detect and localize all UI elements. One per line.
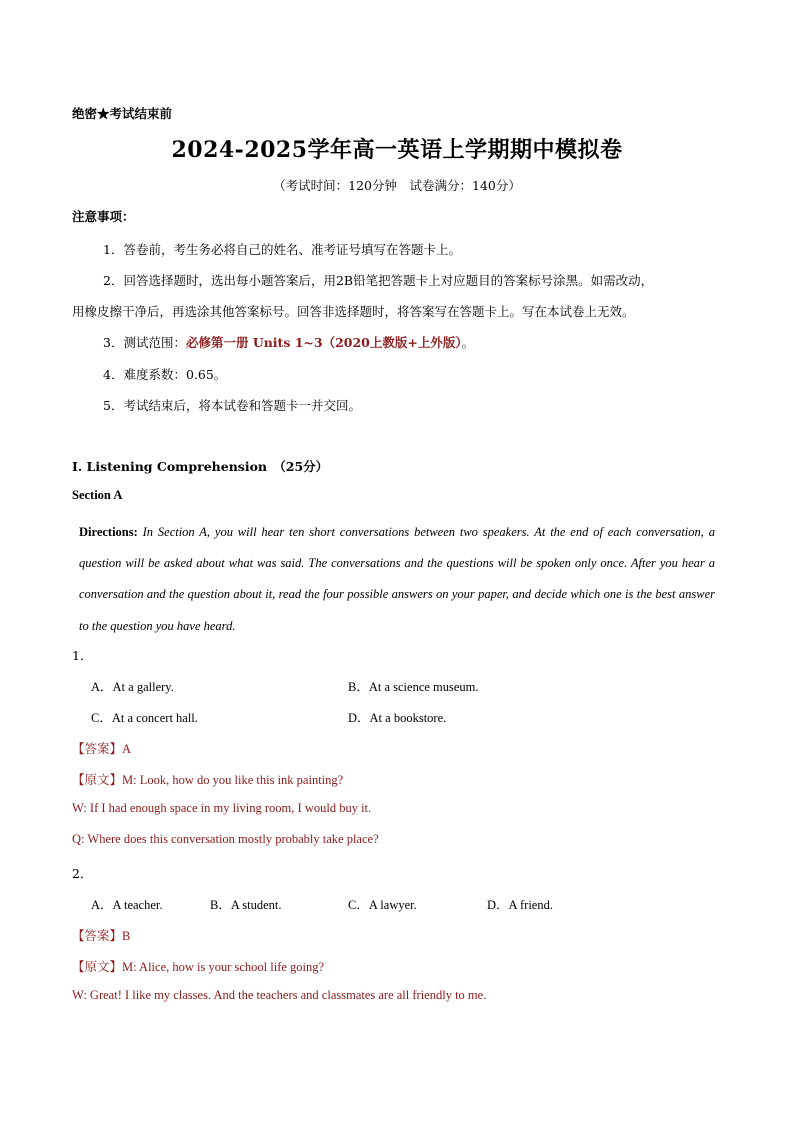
note-item-3-suffix: 。	[461, 335, 475, 350]
note-item-2-line-2: 用橡皮擦干净后，再选涂其他答案标号。回答非选择题时，将答案写在答题卡上。写在本试卷上无效。	[72, 304, 635, 319]
question-1-option-c: C．At a concert hall.	[91, 711, 198, 725]
exam-subtitle: （考试时间：120分钟 试卷满分：140分）	[273, 178, 521, 193]
question-2-option-c: C．A lawyer.	[348, 898, 417, 912]
question-1-number: 1．	[72, 648, 93, 663]
confidential-mark: 绝密★考试结束前	[72, 106, 173, 121]
notes-heading: 注意事项：	[72, 209, 135, 224]
note-item-3	[103, 333, 474, 351]
question-2-number: 2．	[72, 866, 93, 881]
question-2-option-d: D．A friend.	[487, 898, 553, 912]
note-item-2-line-1: 2．回答选择题时，选出每小题答案后，用2B铅笔把答题卡上对应题目的答案标号涂黑。如需改动，	[103, 273, 654, 288]
note-item-5: 5．考试结束后，将本试卷和答题卡一并交回。	[103, 398, 361, 413]
question-1-option-d: D．At a bookstore.	[348, 711, 447, 725]
directions-text: In Section A, you will hear ten short conversations between two speakers. At the end of each conversation, a question will be asked about what was said. The conversations and the questions will be spoken only once. After you hear a conversation and the question about it, read the four possible answers on your paper, and decide which one is the best answer to the question you have heard.	[79, 525, 715, 633]
answer-label: 【答案】	[72, 929, 123, 943]
script-text: M: Look, how do you like this ink painting?	[122, 773, 344, 787]
question-2-option-a: A．A teacher.	[91, 898, 163, 912]
script-label: 【原文】	[72, 960, 123, 974]
exam-title: 2024-2025学年高一英语上学期期中模拟卷	[171, 137, 623, 163]
question-2-script-line-2: W: Great! I like my classes. And the teachers and classmates are all friendly to me.	[72, 988, 487, 1002]
note-item-3-prefix: 3．测试范围：	[103, 335, 186, 350]
question-1-option-a: A．At a gallery.	[91, 680, 174, 694]
question-2-answer	[72, 926, 130, 944]
question-1-script-line-1	[72, 770, 343, 788]
answer-value: A	[122, 742, 132, 756]
test-range: 必修第一册 Units 1~3（2020上教版+上外版）	[185, 335, 462, 350]
answer-label: 【答案】	[72, 742, 123, 756]
answer-value: B	[122, 929, 131, 943]
question-1-option-b: B．At a science museum.	[348, 680, 479, 694]
script-label: 【原文】	[72, 773, 123, 787]
script-text: M: Alice, how is your school life going?	[122, 960, 325, 974]
question-2-script-line-1	[72, 957, 324, 975]
directions	[79, 517, 715, 642]
question-1-script-line-3: Q: Where does this conversation mostly probably take place?	[72, 832, 379, 846]
note-item-4: 4．难度系数：0.65。	[103, 367, 227, 382]
part-heading: I. Listening Comprehension （25分）	[72, 459, 329, 474]
directions-label: Directions:	[79, 525, 138, 539]
question-1-script-line-2: W: If I had enough space in my living room, I would buy it.	[72, 801, 372, 815]
section-heading: Section A	[72, 488, 123, 502]
question-2-option-b: B．A student.	[210, 898, 282, 912]
question-1-answer	[72, 739, 131, 757]
note-item-1: 1．答卷前，考生务必将自己的姓名、准考证号填写在答题卡上。	[103, 242, 461, 257]
